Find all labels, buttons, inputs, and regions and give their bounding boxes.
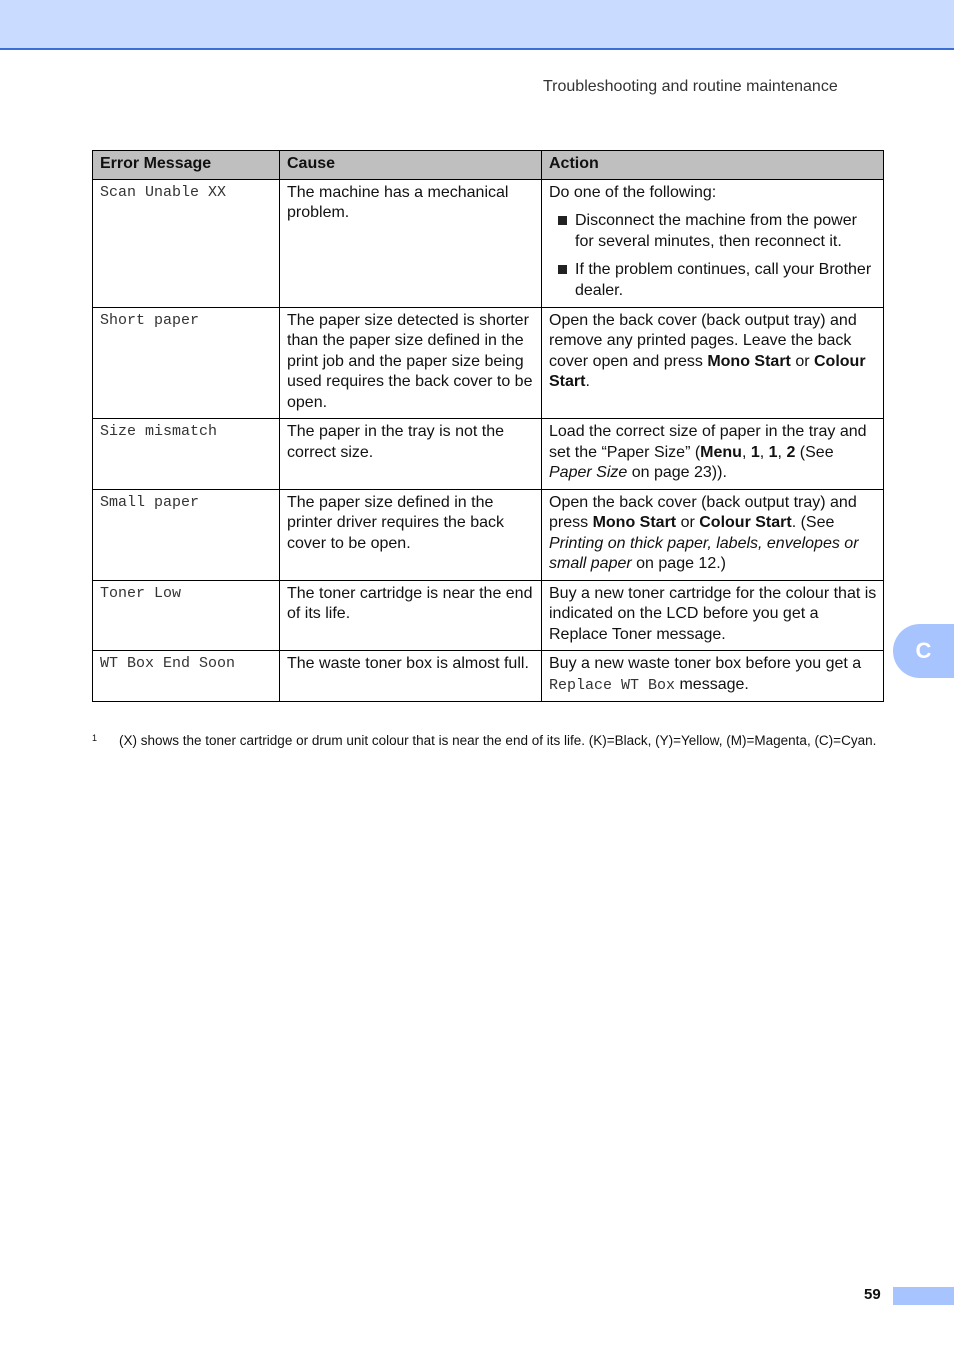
cause-cell: The paper size defined in the printer driver requires the back cover to be open. [280,489,542,580]
action-text: or [790,352,814,370]
action-text: Open the back cover (back output tray) and press [549,493,857,531]
action-cell [542,419,884,490]
key-name: Colour Start [699,514,792,531]
action-bullet-list [549,211,877,301]
key-name: 1 [750,443,760,461]
column-header-action: Action [542,151,884,180]
cause-cell: The waste toner box is almost full. [280,651,542,702]
bullet-text: Disconnect the machine from the power for several minutes, then reconnect it. [575,212,857,250]
key-name: Mono Start [707,352,791,370]
action-text: or [676,514,700,531]
cause-cell: The machine has a mechanical problem. [280,179,542,307]
page-number-tab [893,1287,954,1305]
table-row [93,489,884,580]
table-row [93,580,884,651]
cause-cell: The toner cartridge is near the end of its life. [280,580,542,651]
error-message-cell: Small paper [93,489,280,580]
key-name: Colour Start [549,352,866,390]
action-text: (See [795,443,834,461]
action-text: Load the correct size of paper in the tray and set the “Paper Size” ( [549,423,867,461]
page-number: 59 [864,1286,881,1303]
action-text: . (See [791,514,835,531]
key-name: 2 [786,443,796,461]
table-header-row [93,151,884,180]
running-title: Troubleshooting and routine maintenance [543,78,838,95]
footnote-marker: 1 [92,733,98,743]
column-header-error-message: Error Message [93,151,280,180]
error-message-cell: Short paper [93,307,280,419]
table-row [93,651,884,702]
action-text: Buy a new waste toner box before you get a [549,655,862,672]
action-intro: Do one of the following: [549,183,717,201]
key-name: Mono Start [592,514,677,531]
action-text: , [759,443,769,461]
action-text: , [741,443,751,461]
square-bullet-icon [558,265,567,274]
square-bullet-icon [558,216,567,225]
table-row [93,179,884,307]
action-cell [542,651,884,702]
error-message-cell: WT Box End Soon [93,651,280,702]
cross-reference: Printing on thick paper, labels, envelopes or small paper [549,534,859,572]
cause-cell: The paper size detected is shorter than the paper size defined in the print job and the paper size being used requires the back cover to be open. [280,307,542,419]
action-cell: Buy a new toner cartridge for the colour that is indicated on the LCD before you get a Replace Toner message. [542,580,884,651]
action-text: on page 23)). [627,464,727,481]
key-name: Menu [700,443,742,461]
list-item [549,211,877,252]
cause-cell: The paper in the tray is not the correct size. [280,419,542,490]
action-cell [542,307,884,419]
action-cell [542,489,884,580]
cross-reference: Paper Size [549,464,628,481]
action-text: . [585,373,590,390]
action-text: Open the back cover (back output tray) and remove any printed pages. Leave the back cover open and press [549,311,857,370]
bullet-text: If the problem continues, call your Brother dealer. [575,261,872,299]
action-cell [542,179,884,307]
footnote [92,732,884,750]
error-message-cell: Size mismatch [93,419,280,490]
error-message-cell: Scan Unable XX [93,179,280,307]
list-item [549,260,877,301]
appendix-tab-c: C [893,624,954,678]
action-text: , [777,443,787,461]
action-text: message. [675,675,749,693]
key-name: 1 [768,443,778,461]
error-table [92,150,884,702]
error-message-cell: Toner Low [93,580,280,651]
table-row [93,419,884,490]
action-text: on page 12.) [631,555,726,572]
column-header-cause: Cause [280,151,542,180]
footnote-text: (X) shows the toner cartridge or drum unit colour that is near the end of its life. (K)=Black, (Y)=Yellow, (M)=Magenta, (C)=Cyan. [119,733,877,748]
header-band [0,0,954,50]
lcd-message: Replace WT Box [549,676,676,694]
table-row [93,307,884,419]
